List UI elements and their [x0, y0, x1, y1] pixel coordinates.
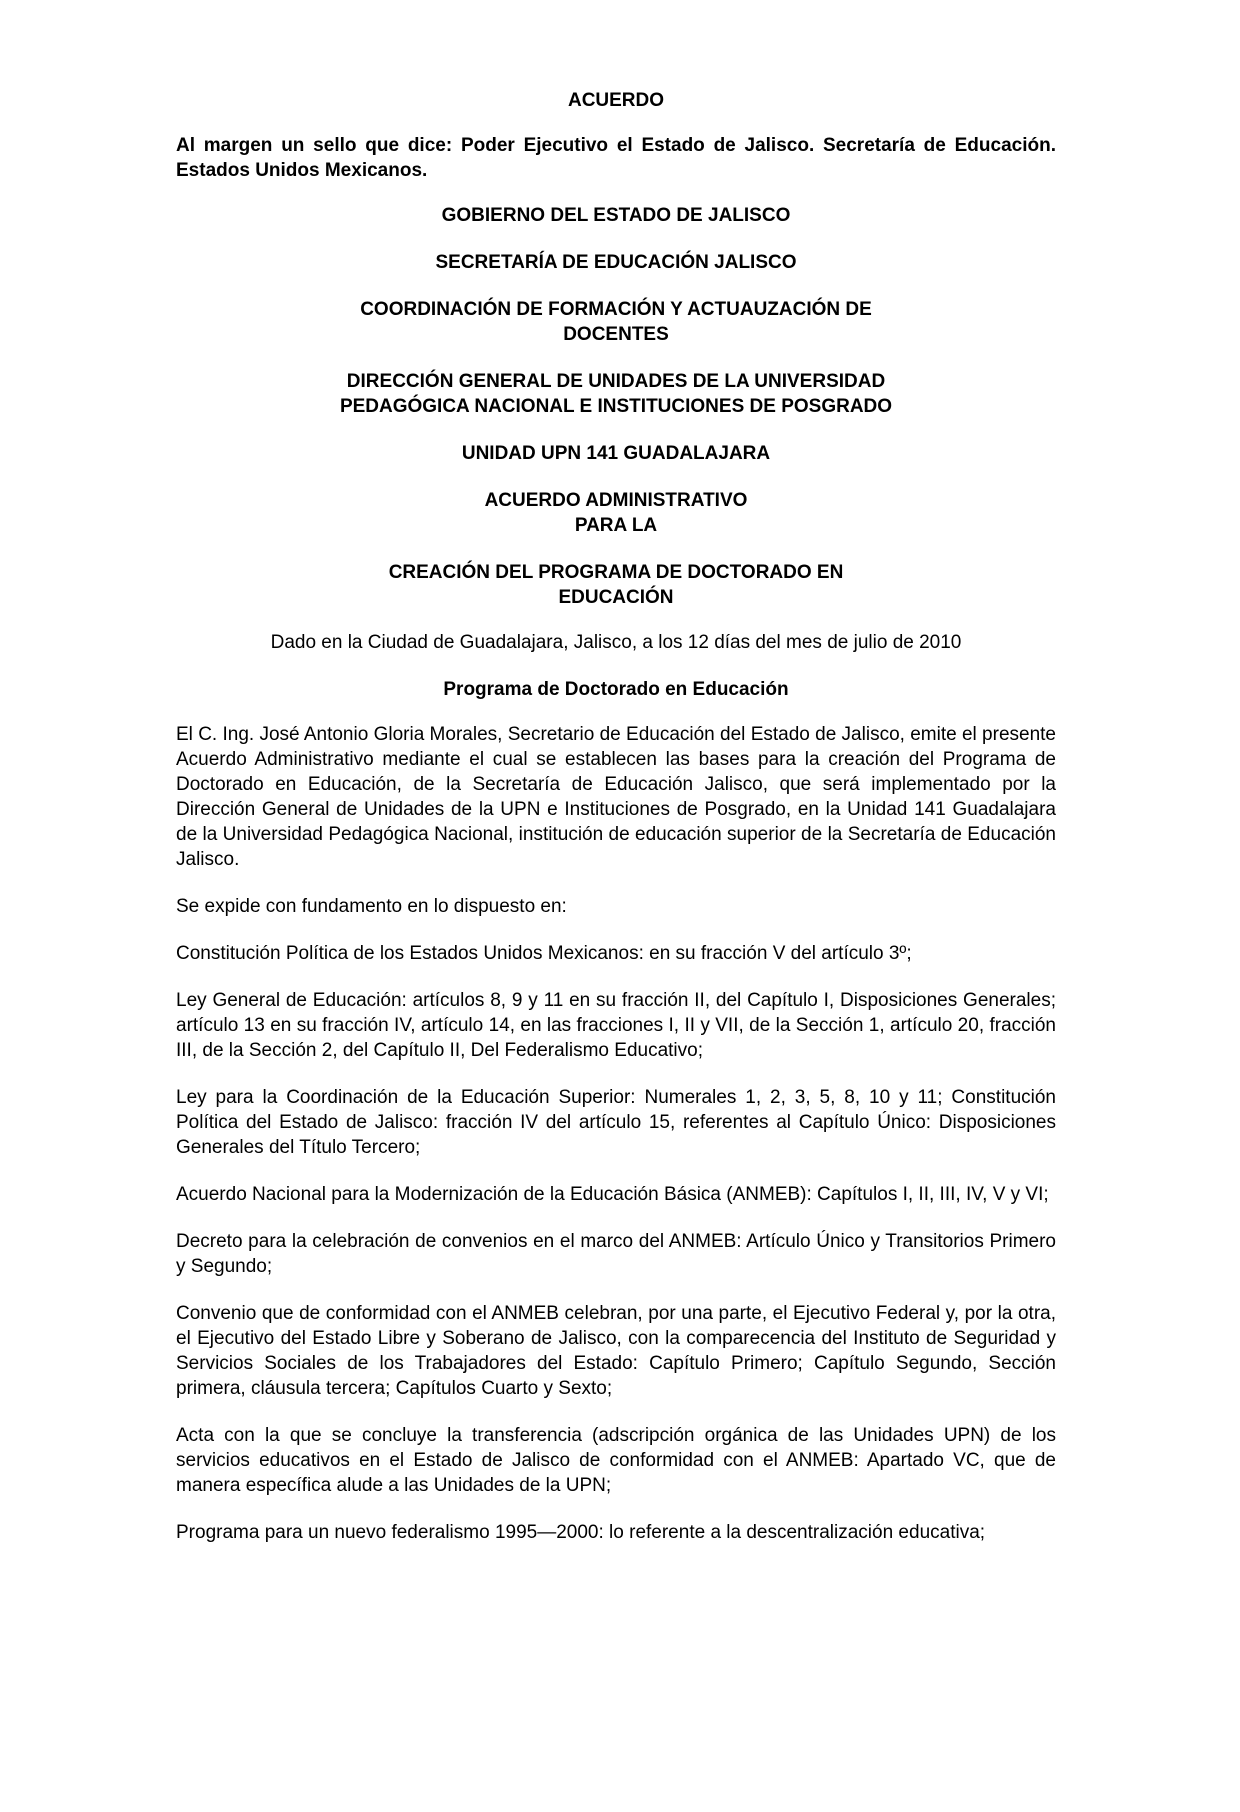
heading-acuerdo-admin-line1: ACUERDO ADMINISTRATIVO: [484, 490, 748, 511]
heading-coordinacion: [176, 297, 1056, 347]
heading-secretaria: SECRETARÍA DE EDUCACIÓN JALISCO: [435, 252, 797, 273]
heading-direccion-line1: DIRECCIÓN GENERAL DE UNIDADES DE LA UNIVERSIDAD: [346, 371, 886, 392]
paragraph-intro: El C. Ing. José Antonio Gloria Morales, Secretario de Educación del Estado de Jalisco, emite el presente Acuerdo Administrativo mediante el cual se establecen las bases para la creación del Programa de Doctorado en Educación, de la Secretaría de Educación Jalisco, que será implementado por la Dirección General de Unidades de la UPN e Instituciones de Posgrado, en la Unidad 141 Guadalajara de la Universidad Pedagógica Nacional, institución de educación superior de la Secretaría de Educación Jalisco.: [176, 724, 1056, 870]
paragraph-fundamento: Se expide con fundamento en lo dispuesto en:: [176, 896, 567, 917]
paragraph-ley-general: Ley General de Educación: artículos 8, 9 y 11 en su fracción II, del Capítulo I, Disposiciones Generales; artículo 13 en su fracción IV, artículo 14, en las fracciones I, II y VII, de la Sección 1, artículo 20, fracción III, de la Sección 2, del Capítulo II, Del Federalismo Educativo;: [176, 990, 1056, 1061]
paragraph-anmeb: Acuerdo Nacional para la Modernización de la Educación Básica (ANMEB): Capítulos I, II, III, IV, V y VI;: [176, 1184, 1049, 1205]
heading-coordinacion-line2: DOCENTES: [563, 324, 669, 345]
heading-direccion-line2: PEDAGÓGICA NACIONAL E INSTITUCIONES DE POSGRADO: [339, 396, 893, 417]
heading-direccion: [176, 369, 1056, 419]
heading-creacion: [176, 560, 1056, 610]
heading-coordinacion-line1: COORDINACIÓN DE FORMACIÓN Y ACTUAUZACIÓN DE: [360, 299, 872, 320]
heading-creacion-line2: EDUCACIÓN: [558, 587, 674, 608]
heading-acuerdo-administrativo: [176, 488, 1056, 538]
paragraph-constitucion: Constitución Política de los Estados Unidos Mexicanos: en su fracción V del artículo 3º;: [176, 943, 912, 964]
heading-acuerdo-admin-line2: PARA LA: [574, 515, 658, 536]
heading-programa: Programa de Doctorado en Educación: [443, 679, 789, 700]
heading-gobierno: GOBIERNO DEL ESTADO DE JALISCO: [441, 205, 791, 226]
heading-creacion-line1: CREACIÓN DEL PROGRAMA DE DOCTORADO EN: [388, 562, 844, 583]
document-title: ACUERDO: [567, 90, 665, 111]
heading-unidad: UNIDAD UPN 141 GUADALAJARA: [461, 443, 771, 464]
paragraph-convenio: Convenio que de conformidad con el ANMEB celebran, por una parte, el Ejecutivo Federal y, por la otra, el Ejecutivo del Estado Libre y Soberano de Jalisco, con la comparecencia del Instituto de Seguridad y Servicios Sociales de los Trabajadores del Estado: Capítulo Primero; Capítulo Segundo, Sección primera, cláusula tercera; Capítulos Cuarto y Sexto;: [176, 1303, 1056, 1399]
paragraph-ley-coordinacion: Ley para la Coordinación de la Educación Superior: Numerales 1, 2, 3, 5, 8, 10 y 11; Constitución Política del Estado de Jalisco: fracción IV del artículo 15, referentes al Capítulo Único: Disposiciones Generales del Título Tercero;: [176, 1087, 1056, 1158]
dado-line: Dado en la Ciudad de Guadalajara, Jalisco, a los 12 días del mes de julio de 2010: [270, 632, 962, 653]
paragraph-programa-federalismo: Programa para un nuevo federalismo 1995—2000: lo referente a la descentralización educativa;: [176, 1522, 986, 1543]
paragraph-acta: Acta con la que se concluye la transferencia (adscripción orgánica de las Unidades UPN) de los servicios educativos en el Estado de Jalisco de conformidad con el ANMEB: Apartado VC, que de manera específica alude a las Unidades de la UPN;: [176, 1425, 1056, 1496]
document-page: [176, 88, 1056, 1567]
paragraph-decreto: Decreto para la celebración de convenios en el marco del ANMEB: Artículo Único y Transitorios Primero y Segundo;: [176, 1231, 1056, 1277]
sello-paragraph: Al margen un sello que dice: Poder Ejecutivo el Estado de Jalisco. Secretaría de Educación. Estados Unidos Mexicanos.: [176, 135, 1056, 181]
